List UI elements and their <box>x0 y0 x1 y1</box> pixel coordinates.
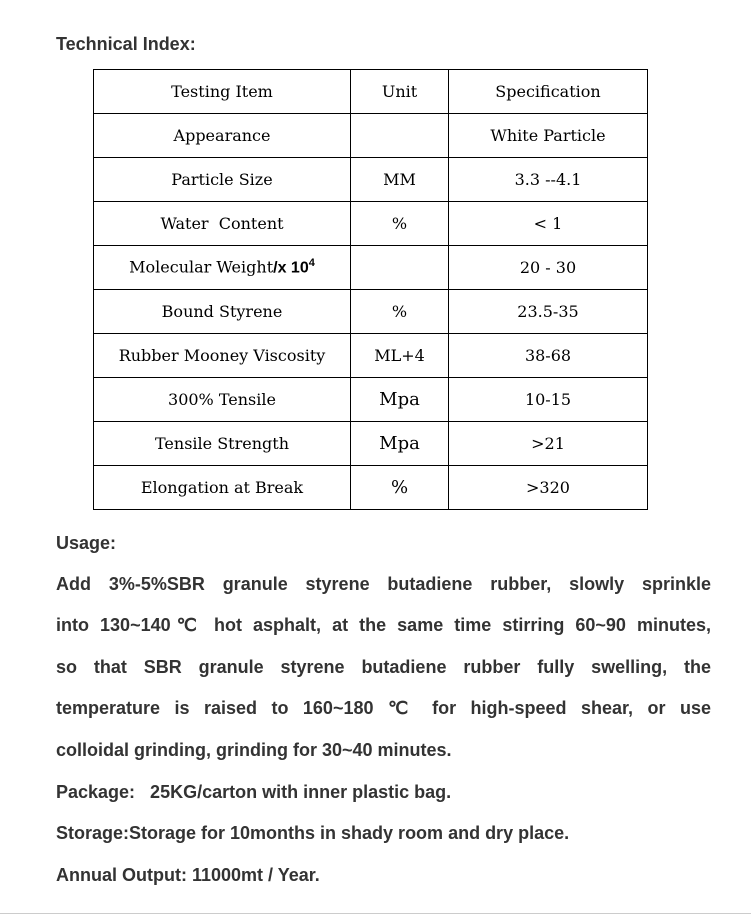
unit-cell: % <box>351 202 449 246</box>
header-testing-item: Testing Item <box>94 70 351 114</box>
testing-item-cell: Bound Styrene <box>94 290 351 334</box>
unit-cell: MM <box>351 158 449 202</box>
table-row <box>94 114 648 158</box>
technical-index-heading: Technical Index: <box>56 34 196 54</box>
testing-item-cell: Tensile Strength <box>94 422 351 466</box>
testing-item-exponent: 4 <box>308 257 315 270</box>
spec-cell: >21 <box>449 422 648 466</box>
annual-output-line: Annual Output: 11000mt / Year. <box>56 865 320 885</box>
storage-line: Storage:Storage for 10months in shady room and dry place. <box>56 823 570 843</box>
package-line: Package: 25KG/carton with inner plastic bag. <box>56 782 452 802</box>
usage-heading: Usage: <box>56 533 117 553</box>
testing-item-cell: Water Content <box>94 202 351 246</box>
table-row <box>94 334 648 378</box>
unit-cell: Mpa <box>351 422 449 466</box>
unit-cell: % <box>351 466 449 510</box>
table-header-row <box>94 70 648 114</box>
table-row <box>94 466 648 510</box>
testing-item-cell <box>94 246 351 290</box>
spec-cell: < 1 <box>449 202 648 246</box>
table-row <box>94 158 648 202</box>
testing-item-cell: Appearance <box>94 114 351 158</box>
testing-item-cell: Elongation at Break <box>94 466 351 510</box>
spec-cell: 3.3 --4.1 <box>449 158 648 202</box>
table-row <box>94 202 648 246</box>
table-row <box>94 290 648 334</box>
usage-line: colloidal grinding, grinding for 30~40 minutes. <box>56 740 452 760</box>
table-row <box>94 378 648 422</box>
technical-index-table <box>93 69 648 510</box>
testing-item-cell: 300% Tensile <box>94 378 351 422</box>
spec-cell: 10-15 <box>449 378 648 422</box>
testing-item-suffix: /x 10 <box>273 259 309 277</box>
spec-cell: 38-68 <box>449 334 648 378</box>
unit-cell <box>351 114 449 158</box>
unit-cell: ML+4 <box>351 334 449 378</box>
table-row <box>94 246 648 290</box>
usage-line: Add 3%-5%SBR granule styrene butadiene rubber, slowly sprinkle <box>56 574 711 594</box>
spec-cell: 23.5-35 <box>449 290 648 334</box>
bottom-divider <box>0 913 751 914</box>
testing-item-label: Molecular Weight <box>129 257 274 277</box>
spec-cell: 20 - 30 <box>449 246 648 290</box>
usage-line: temperature is raised to 160~180 ℃ for high-speed shear, or use <box>56 698 711 718</box>
unit-cell <box>351 246 449 290</box>
header-unit: Unit <box>351 70 449 114</box>
testing-item-cell: Rubber Mooney Viscosity <box>94 334 351 378</box>
table-row <box>94 422 648 466</box>
spec-cell: White Particle <box>449 114 648 158</box>
unit-cell: % <box>351 290 449 334</box>
usage-line: so that SBR granule styrene butadiene rubber fully swelling, the <box>56 657 711 677</box>
usage-line: into 130~140℃ hot asphalt, at the same time stirring 60~90 minutes, <box>56 615 711 635</box>
spec-cell: >320 <box>449 466 648 510</box>
unit-cell: Mpa <box>351 378 449 422</box>
testing-item-cell: Particle Size <box>94 158 351 202</box>
header-specification: Specification <box>449 70 648 114</box>
